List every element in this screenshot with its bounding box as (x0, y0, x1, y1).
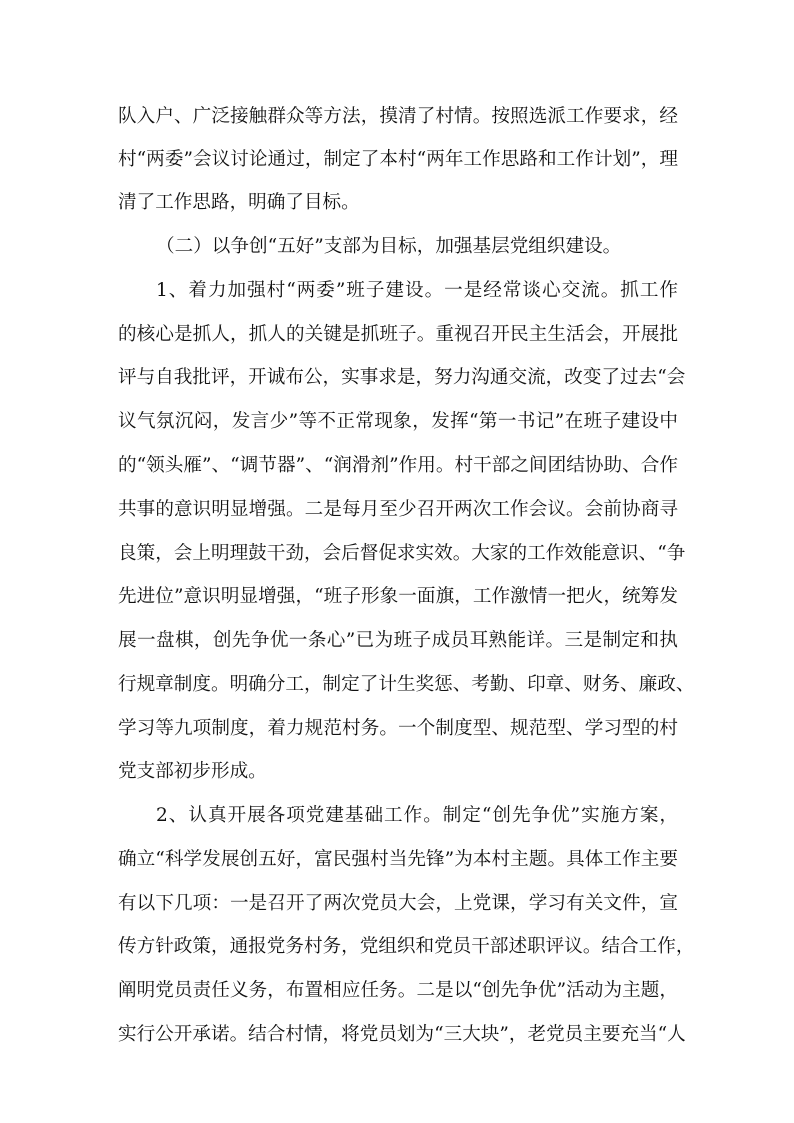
paragraph-line: 队入户、广泛接触群众等方法，摸清了村情。按照选派工作要求，经 (118, 106, 678, 127)
paragraph-line: 阐明党员责任义务，布置相应任务。二是以“创先争优”活动为主题， (118, 980, 678, 1001)
paragraph-line: 1、着力加强村“两委”班子建设。一是经常谈心交流。抓工作 (156, 280, 678, 301)
paragraph-line: 的“领头雁”、“调节器”、“润滑剂”作用。村干部之间团结协助、合作 (118, 455, 678, 476)
paragraph-line: 良策，会上明理鼓干劲，会后督促求实效。大家的工作效能意识、“争 (118, 543, 686, 564)
section-heading: （二）以争创“五好”支部为目标，加强基层党组织建设。 (156, 236, 622, 257)
paragraph-line: 议气氛沉闷，发言少”等不正常现象，发挥“第一书记”在班子建设中 (118, 411, 678, 432)
paragraph-line: 评与自我批评，开诚布公，实事求是，努力沟通交流，改变了过去“会 (118, 367, 686, 388)
paragraph-line: 有以下几项：一是召开了两次党员大会，上党课，学习有关文件，宣 (118, 893, 678, 914)
paragraph-line: 学习等九项制度，着力规范村务。一个制度型、规范型、学习型的村 (118, 718, 678, 739)
paragraph-line: 行规章制度。明确分工，制定了计生奖惩、考勤、印章、财务、廉政、 (118, 674, 695, 695)
paragraph-line: 共事的意识明显增强。二是每月至少召开两次工作会议。会前协商寻 (118, 499, 678, 520)
paragraph-line: 实行公开承诺。结合村情，将党员划为“三大块”，老党员主要充当“人 (118, 1024, 686, 1045)
paragraph-line: 党支部初步形成。 (118, 761, 267, 782)
paragraph-line: 的核心是抓人，抓人的关键是抓班子。重视召开民主生活会，开展批 (118, 324, 678, 345)
paragraph-line: 传方针政策，通报党务村务，党组织和党员干部述职评议。结合工作， (118, 936, 695, 957)
paragraph-line: 村“两委”会议讨论通过，制定了本村“两年工作思路和工作计划”，理 (118, 149, 678, 170)
paragraph-line: 2、认真开展各项党建基础工作。制定“创先争优”实施方案， (156, 805, 678, 826)
paragraph-line: 确立“科学发展创五好，富民强村当先锋”为本村主题。具体工作主要 (118, 849, 678, 870)
paragraph-line: 清了工作思路，明确了目标。 (118, 192, 360, 213)
paragraph-line: 展一盘棋，创先争优一条心”已为班子成员耳熟能详。三是制定和执 (118, 630, 678, 651)
paragraph-line: 先进位”意识明显增强，“班子形象一面旗，工作激情一把火，统筹发 (118, 586, 678, 607)
